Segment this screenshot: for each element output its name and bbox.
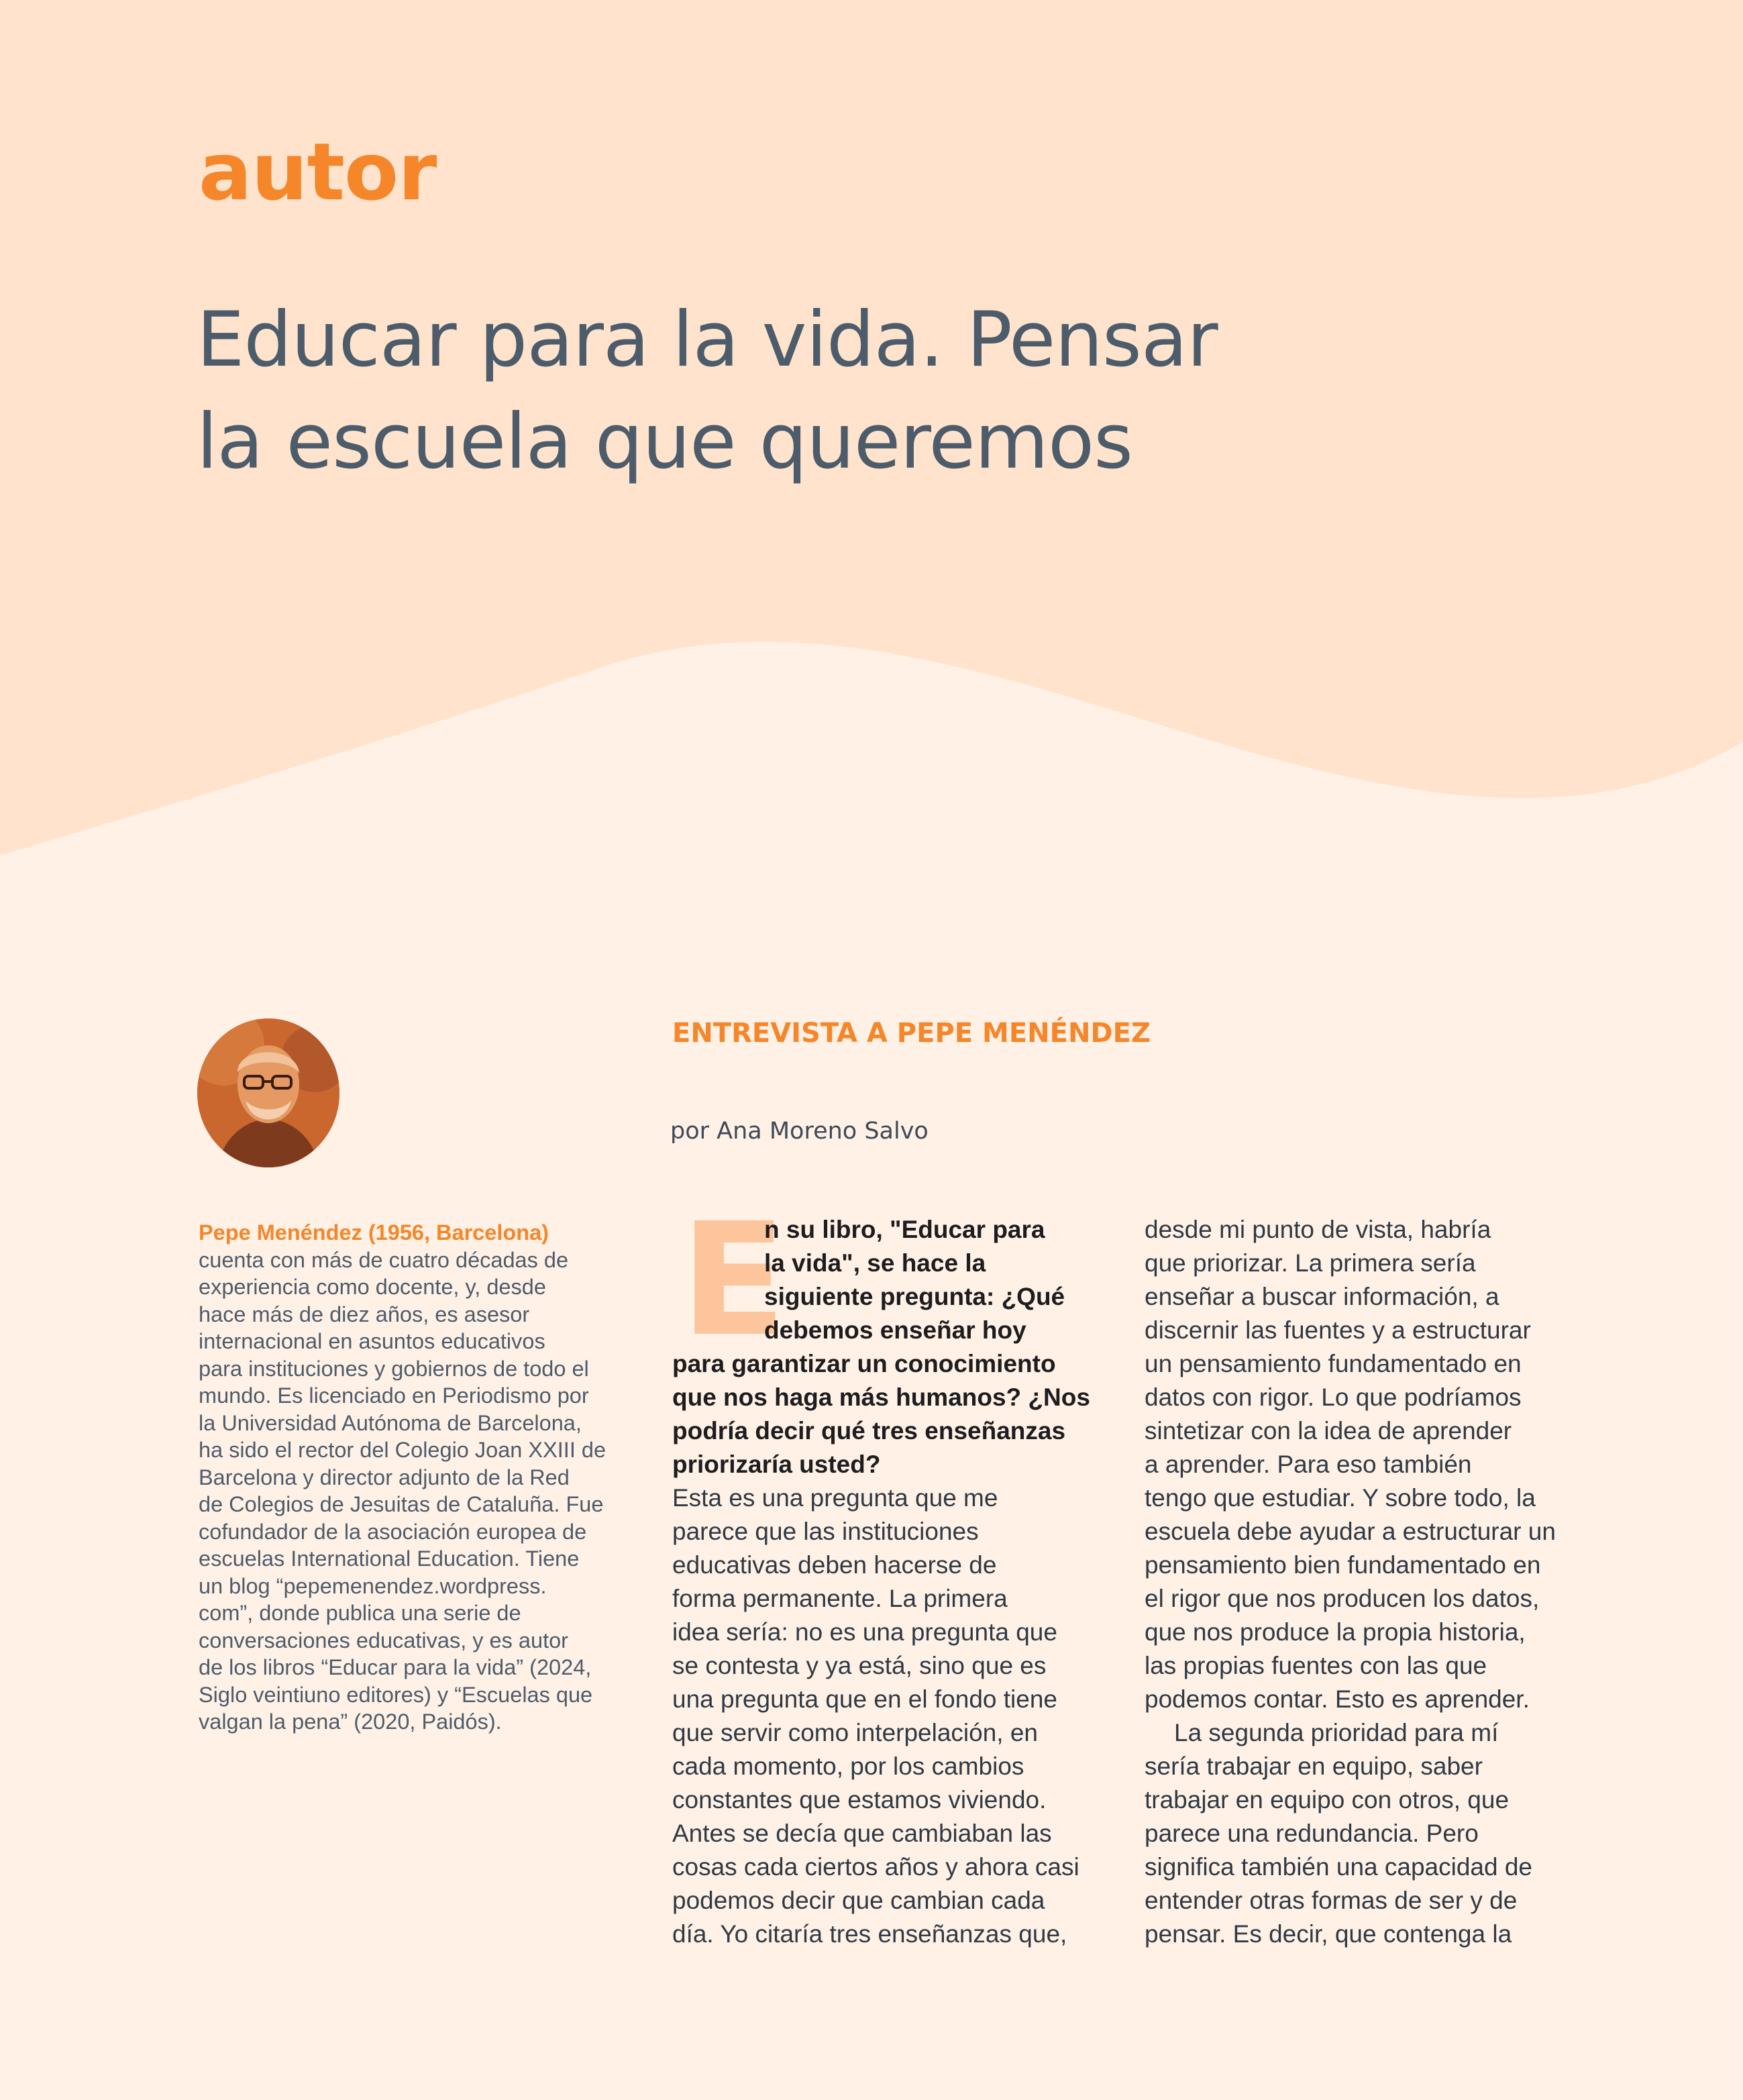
bio-line: cuenta con más de cuatro décadas de [199, 1247, 569, 1272]
bio-line: valgan la pena” (2020, Paidós). [199, 1710, 502, 1734]
body-line: que nos produce la propia historia, [1145, 1618, 1526, 1646]
body-line: que servir como interpelación, en [672, 1719, 1039, 1746]
question-line: la vida", se hace la [764, 1249, 986, 1277]
bio-line: escuelas International Education. Tiene [199, 1546, 580, 1571]
bio-line: cofundador de la asociación europea de [199, 1519, 587, 1544]
body-line: enseñar a buscar información, a [1145, 1283, 1499, 1310]
body-line: pensamiento bien fundamentado en [1145, 1551, 1541, 1579]
body-line: datos con rigor. Lo que podríamos [1145, 1383, 1522, 1411]
bio-line: hace más de diez años, es asesor [199, 1302, 530, 1326]
body-line: podemos decir que cambian cada [672, 1887, 1045, 1914]
title-line: Educar para la vida. Pensar [197, 295, 1218, 384]
bio-line: mundo. Es licenciado en Periodismo por [199, 1383, 589, 1408]
bio-line: la Universidad Autónoma de Barcelona, [199, 1410, 582, 1435]
body-line: parece una redundancia. Pero [1145, 1820, 1479, 1847]
bio-line: com”, donde publica una serie de [199, 1601, 521, 1625]
body-line: tengo que estudiar. Y sobre todo, la [1145, 1484, 1536, 1512]
body-line: que priorizar. La primera sería [1145, 1249, 1476, 1277]
body-line: desde mi punto de vista, habría [1145, 1216, 1491, 1243]
section-label: autor [199, 125, 437, 218]
bio-line: de los libros “Educar para la vida” (2024, [199, 1655, 592, 1679]
bio-line: Barcelona y director adjunto de la Red [199, 1465, 570, 1489]
bio-line: ha sido el rector del Colegio Joan XXIII de [199, 1438, 606, 1462]
body-column-2 [1145, 1213, 1601, 1951]
body-line: cosas cada ciertos años y ahora casi [672, 1853, 1079, 1881]
bio-line: experiencia como docente, y, desde [199, 1275, 546, 1299]
question-line: podría decir qué tres enseñanzas [672, 1417, 1066, 1445]
bio-line: Siglo veintiuno editores) y “Escuelas que [199, 1682, 593, 1707]
bio-line: un blog “pepemenendez.wordpress. [199, 1573, 547, 1598]
body-line: un pensamiento fundamentado en [1145, 1350, 1522, 1377]
body-line: el rigor que nos producen los datos, [1145, 1585, 1540, 1612]
body-line: La segunda prioridad para mí [1174, 1719, 1499, 1746]
author-avatar [197, 1018, 339, 1167]
body-line: podemos contar. Esto es aprender. [1145, 1685, 1530, 1713]
body-line: las propias fuentes con las que [1145, 1652, 1487, 1679]
body-line: una pregunta que en el fondo tiene [672, 1685, 1057, 1713]
body-column-1 [672, 1190, 1128, 1951]
question-line: debemos enseñar hoy [764, 1316, 1026, 1344]
article-title [197, 288, 1471, 492]
author-bio [199, 1219, 644, 1736]
body-line: educativas deben hacerse de [672, 1551, 997, 1579]
body-line: cada momento, por los cambios [672, 1752, 1024, 1780]
body-line: Antes se decía que cambiaban las [672, 1820, 1052, 1847]
interview-kicker: ENTREVISTA A PEPE MENÉNDEZ [672, 1018, 1151, 1049]
body-line: se contesta y ya está, sino que es [672, 1652, 1047, 1679]
body-line: día. Yo citaría tres enseñanzas que, [672, 1920, 1067, 1948]
question-line: que nos haga más humanos? ¿Nos [672, 1383, 1090, 1411]
drop-cap: E [680, 1190, 787, 1371]
bio-line: internacional en asuntos educativos [199, 1329, 545, 1353]
body-line: escuela debe ayudar a estructurar un [1145, 1518, 1556, 1545]
byline: por Ana Moreno Salvo [670, 1118, 929, 1145]
body-line: sería trabajar en equipo, saber [1145, 1752, 1483, 1780]
body-line: pensar. Es decir, que contenga la [1145, 1920, 1512, 1948]
body-line: parece que las instituciones [672, 1518, 979, 1545]
body-line: a aprender. Para eso también [1145, 1451, 1472, 1478]
body-line: significa también una capacidad de [1145, 1853, 1532, 1881]
question-line: n su libro, "Educar para [764, 1216, 1045, 1243]
question-line: priorizaría usted? [672, 1451, 881, 1478]
title-line: la escuela que queremos [197, 397, 1133, 486]
body-line: discernir las fuentes y a estructurar [1145, 1316, 1531, 1344]
bio-line: de Colegios de Jesuitas de Cataluña. Fue [199, 1492, 604, 1516]
body-line: Esta es una pregunta que me [672, 1484, 998, 1512]
author-portrait-image [197, 1018, 339, 1167]
bio-line: para instituciones y gobiernos de todo el [199, 1356, 589, 1381]
bio-line: conversaciones educativas, y es autor [199, 1628, 568, 1652]
bio-name: Pepe Menéndez (1956, Barcelona) [199, 1220, 549, 1245]
body-line: trabajar en equipo con otros, que [1145, 1786, 1510, 1814]
body-line: forma permanente. La primera [672, 1585, 1008, 1612]
body-line: constantes que estamos viviendo. [672, 1786, 1047, 1814]
body-line: entender otras formas de ser y de [1145, 1887, 1518, 1914]
body-line: idea sería: no es una pregunta que [672, 1618, 1057, 1646]
question-line: para garantizar un conocimiento [672, 1350, 1056, 1377]
question-line: siguiente pregunta: ¿Qué [764, 1283, 1065, 1310]
body-line: sintetizar con la idea de aprender [1145, 1417, 1512, 1445]
